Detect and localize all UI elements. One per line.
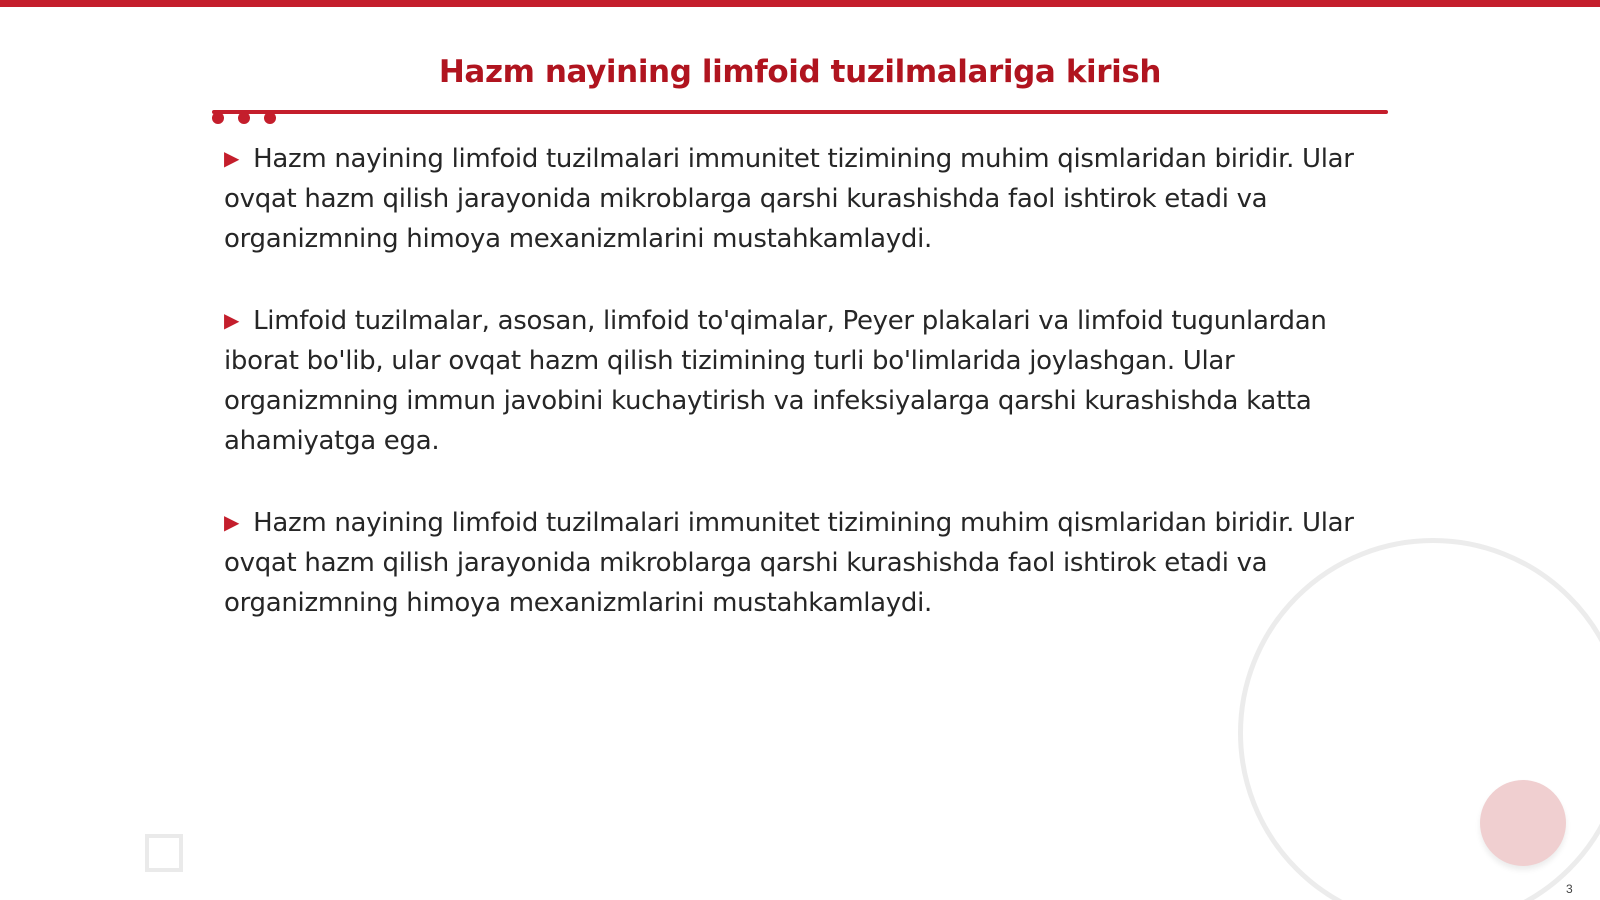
top-accent-bar bbox=[0, 0, 1600, 7]
bullet-text: Limfoid tuzilmalar, asosan, limfoid to'qimalar, Peyer plakalari va limfoid tugunlardan iborat bo'lib, ular ovqat hazm qilish tizimining turli bo'limlarida joylashgan. Ular organizmning immun javobini kuchaytirish va infeksiyalarga qarshi kurashishda katta ahamiyatga ega. bbox=[224, 306, 1327, 456]
page-number: 3 bbox=[1566, 882, 1573, 896]
bullet-paragraph-1 bbox=[224, 138, 1384, 259]
bullet-text: Hazm nayining limfoid tuzilmalari immunitet tizimining muhim qismlaridan biridir. Ular ovqat hazm qilish jarayonida mikroblarga qarshi kurashishda faol ishtirok etadi va organizmning himoya mexanizmlarini mustahkamlaydi. bbox=[224, 508, 1354, 618]
decorative-square bbox=[145, 834, 183, 872]
underline-dot-1 bbox=[212, 112, 224, 124]
triangle-right-icon: ▶ bbox=[224, 308, 240, 332]
triangle-right-icon: ▶ bbox=[224, 510, 240, 534]
bullet-text: Hazm nayining limfoid tuzilmalari immunitet tizimining muhim qismlaridan biridir. Ular ovqat hazm qilish jarayonida mikroblarga qarshi kurashishda faol ishtirok etadi va organizmning himoya mexanizmlarini mustahkamlaydi. bbox=[224, 144, 1354, 254]
bullet-paragraph-3 bbox=[224, 502, 1384, 623]
slide-content bbox=[224, 138, 1384, 664]
decorative-bubble bbox=[1480, 780, 1566, 866]
underline-dot-2 bbox=[238, 112, 250, 124]
bullet-paragraph-2 bbox=[224, 300, 1384, 461]
underline-dot-3 bbox=[264, 112, 276, 124]
title-underline bbox=[212, 110, 1388, 114]
slide-title: Hazm nayining limfoid tuzilmalariga kirish bbox=[438, 54, 1162, 90]
triangle-right-icon: ▶ bbox=[224, 146, 240, 170]
